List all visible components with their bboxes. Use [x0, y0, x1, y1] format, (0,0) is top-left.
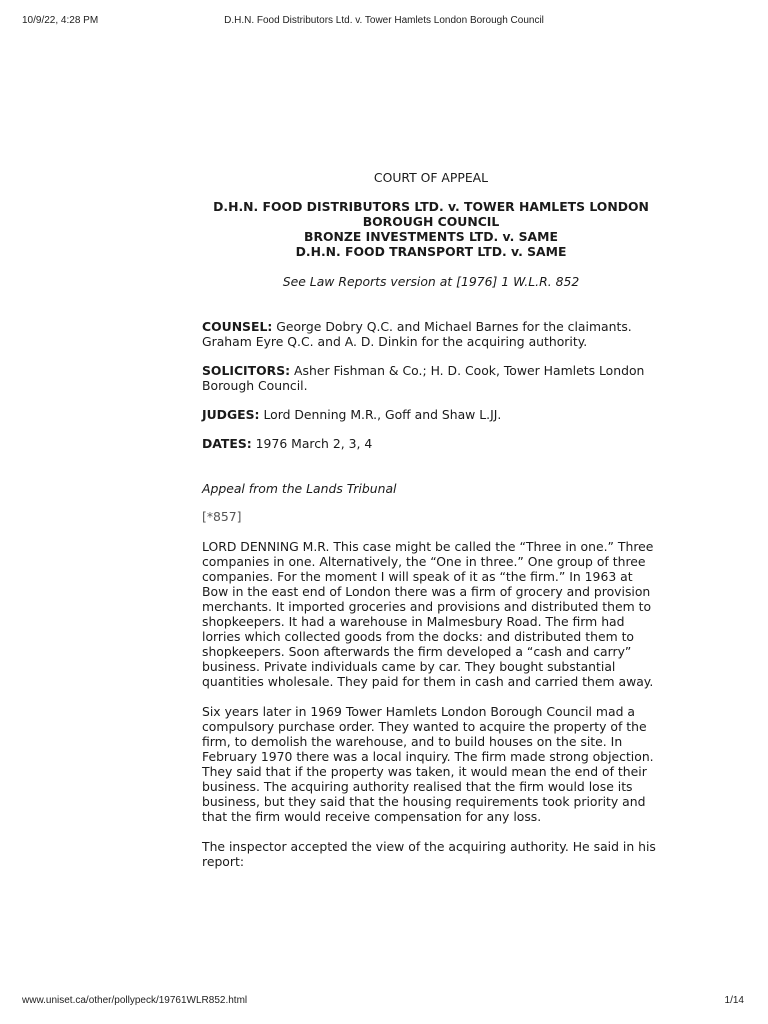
document-body	[202, 170, 660, 869]
print-header	[0, 15, 768, 29]
print-page-title: D.H.N. Food Distributors Ltd. v. Tower Hamlets London Borough Council	[224, 15, 544, 26]
dates-label: DATES:	[202, 436, 252, 451]
case-title-2: BRONZE INVESTMENTS LTD. v. SAME	[304, 229, 558, 244]
solicitors-section	[202, 363, 660, 393]
judges-label: JUDGES:	[202, 407, 260, 422]
judges-text: Lord Denning M.R., Goff and Shaw L.JJ.	[263, 407, 502, 422]
judges-section	[202, 407, 660, 422]
print-footer	[0, 995, 768, 1009]
counsel-text: George Dobry Q.C. and Michael Barnes for the claimants. Graham Eyre Q.C. and A. D. Dinkin for the acquiring authority.	[202, 319, 632, 349]
dates-text: 1976 March 2, 3, 4	[255, 436, 373, 451]
judgment-paragraph-1: LORD DENNING M.R. This case might be called the “Three in one.” Three companies in one. Alternatively, the “One in three.” One group of three companies. For the moment I will speak of it as “the firm.” In 1963 at Bow in the east end of London there was a firm of grocery and provision merchants. It imported groceries and provisions and distributed them to shopkeepers. It had a warehouse in Malmesbury Road. The firm had lorries which collected goods from the docks: and distributed them to shopkeepers. Soon afterwards the firm developed a “cash and carry” business. Private individuals came by car. They bought substantial quantities wholesale. They paid for them in cash and carried them away.	[202, 539, 654, 689]
case-title-1: D.H.N. FOOD DISTRIBUTORS LTD. v. TOWER HAMLETS LONDON BOROUGH COUNCIL	[213, 199, 649, 229]
print-datetime: 10/9/22, 4:28 PM	[22, 15, 99, 26]
print-url: www.uniset.ca/other/pollypeck/19761WLR852.html	[22, 995, 248, 1006]
counsel-section	[202, 319, 660, 349]
print-page-number: 1/14	[724, 995, 744, 1006]
judgment-paragraph-2: Six years later in 1969 Tower Hamlets London Borough Council mad a compulsory purchase order. They wanted to acquire the property of the firm, to demolish the warehouse, and to build houses on the site. In February 1970 there was a local inquiry. The firm made strong objection. They said that if the property was taken, it would mean the end of their business. The acquiring authority realised that the firm would lose its business, but they said that the housing requirements took priority and that the firm would receive compensation for any loss.	[202, 704, 654, 824]
law-report-reference: See Law Reports version at [1976] 1 W.L.R. 852	[282, 274, 580, 289]
solicitors-label: SOLICITORS:	[202, 363, 291, 378]
judgment-paragraph-3: The inspector accepted the view of the acquiring authority. He said in his report:	[202, 839, 656, 869]
dates-section	[202, 436, 660, 451]
case-title-3: D.H.N. FOOD TRANSPORT LTD. v. SAME	[295, 244, 567, 259]
counsel-label: COUNSEL:	[202, 319, 273, 334]
court-name: COURT OF APPEAL	[373, 170, 489, 185]
solicitors-text: Asher Fishman & Co.; H. D. Cook, Tower Hamlets London Borough Council.	[202, 363, 645, 393]
page-marker: [*857]	[202, 509, 242, 524]
appeal-source: Appeal from the Lands Tribunal	[202, 481, 397, 496]
